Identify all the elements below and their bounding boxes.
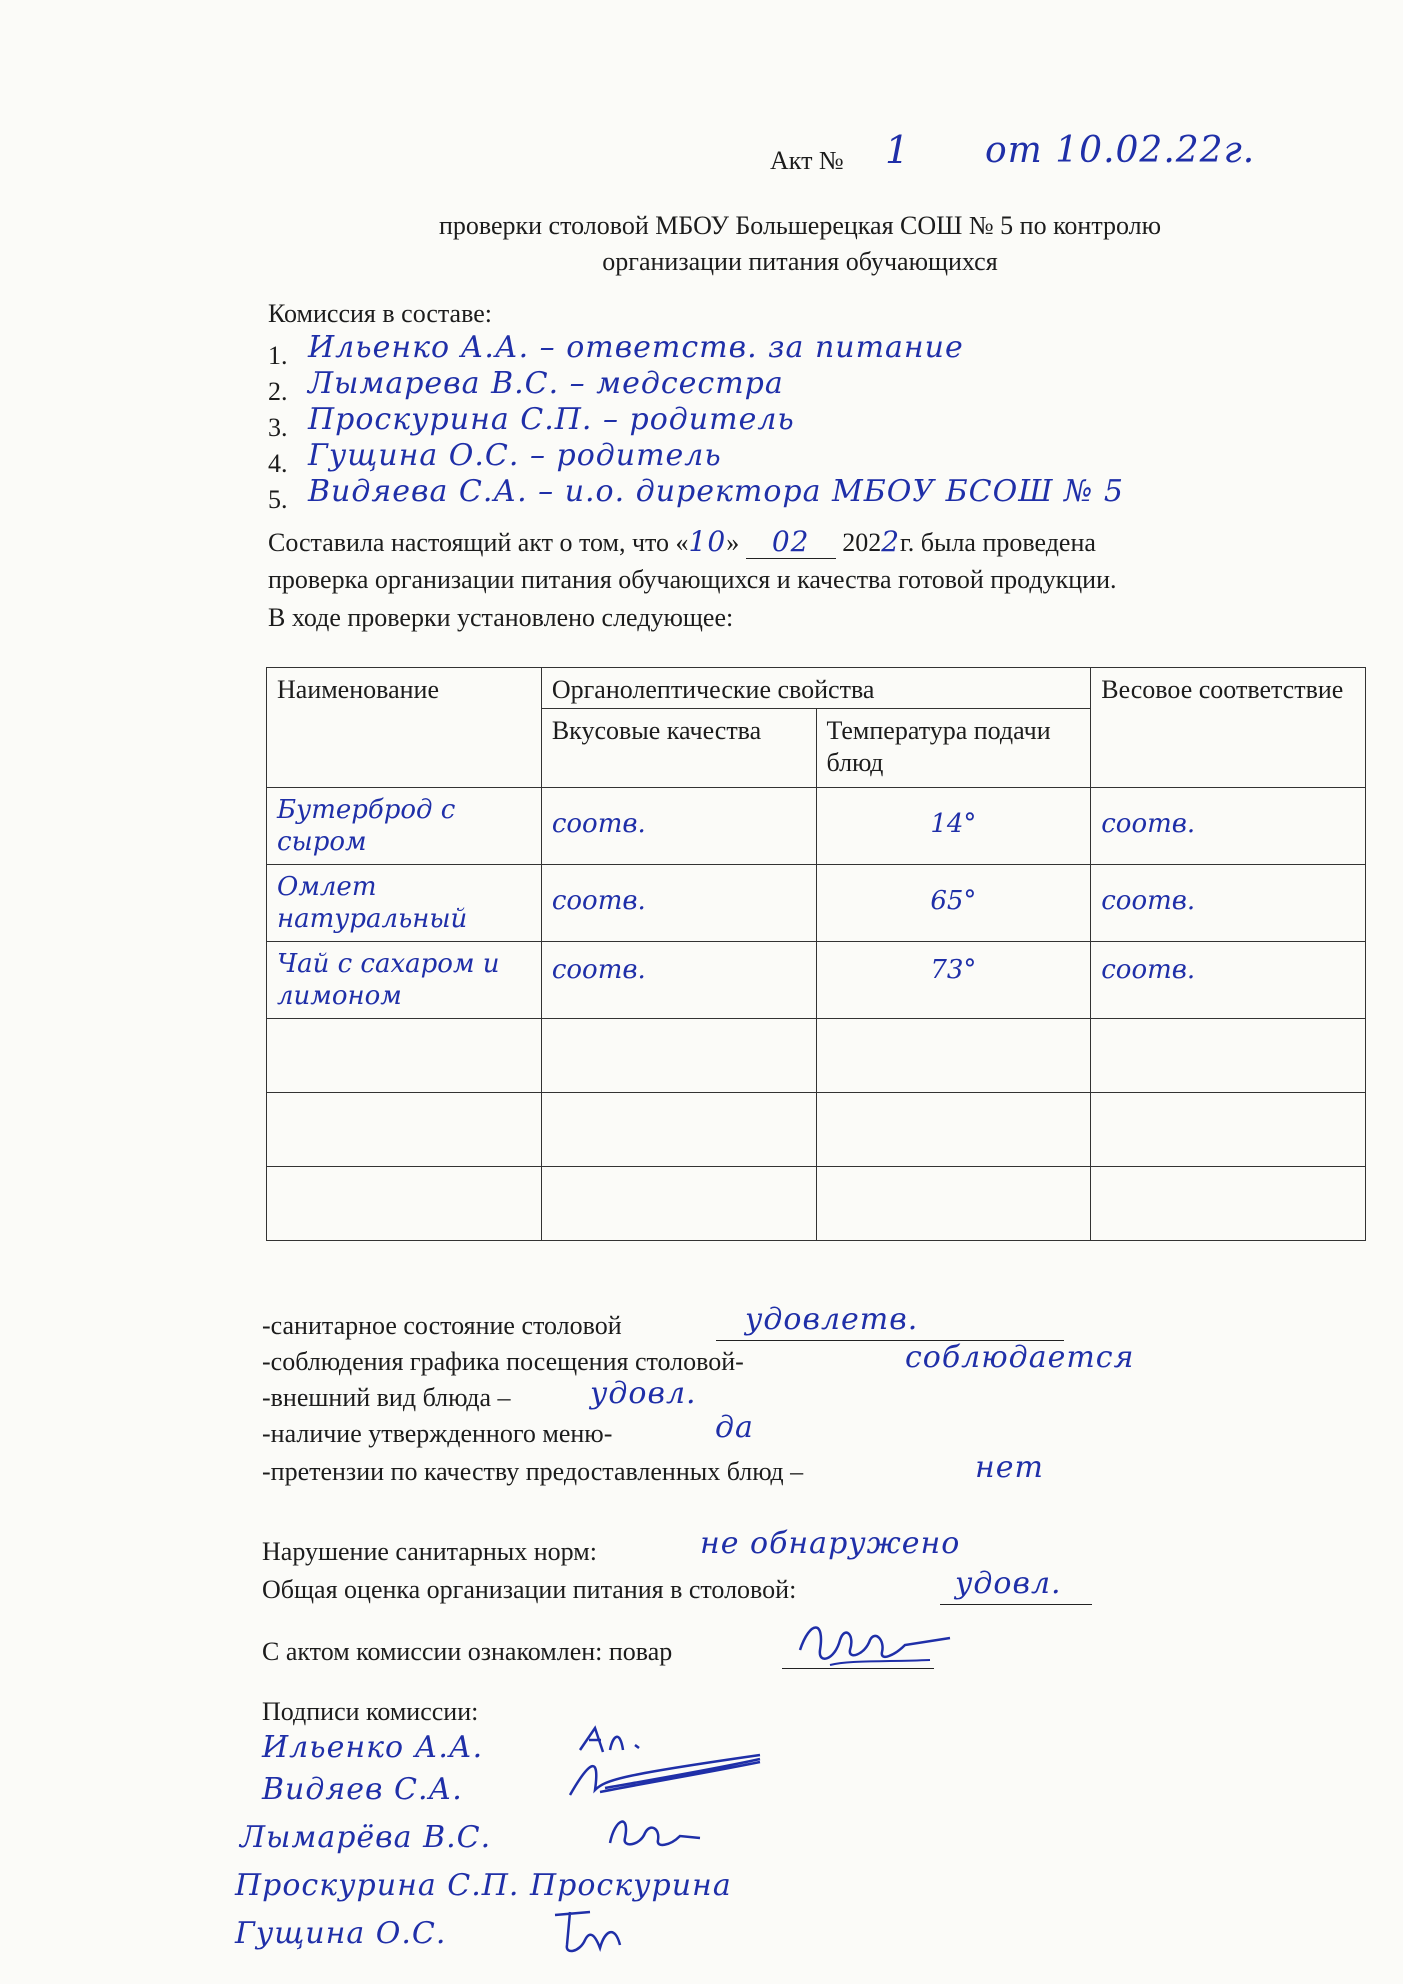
- finding-5-value: нет: [975, 1450, 1044, 1485]
- row-1-temperature: 14°: [816, 788, 1091, 865]
- finding-3-label: -внешний вид блюда –: [262, 1383, 511, 1412]
- signature-name-5: Гущина О.С.: [235, 1916, 447, 1951]
- violations-label: Нарушение санитарных норм:: [262, 1537, 597, 1566]
- statement-month: 02: [746, 526, 836, 559]
- violations-value: не обнаружено: [700, 1526, 961, 1561]
- row-3-temperature: 73°: [816, 942, 1091, 1019]
- finding-3-value: удовл.: [590, 1376, 697, 1411]
- statement-line-1: [268, 526, 1096, 559]
- row-5-name: [267, 1093, 542, 1167]
- member-3-text: Проскурина С.П. – родитель: [308, 402, 795, 437]
- row-5-weight: [1091, 1093, 1366, 1167]
- signature-mark-3: [600, 1808, 710, 1858]
- statement-year-prefix: 202: [842, 528, 882, 557]
- overall-value: удовл.: [955, 1566, 1062, 1601]
- statement-after: г. была проведена: [900, 528, 1096, 557]
- row-3-taste: соотв.: [541, 942, 816, 1019]
- table-row: [267, 942, 1366, 1019]
- statement-line-3: В ходе проверки установлено следующее:: [268, 603, 734, 632]
- row-3-weight: соотв.: [1091, 942, 1366, 1019]
- header-weight: Весовое соответствие: [1091, 668, 1366, 788]
- member-3-num: 3.: [268, 413, 288, 442]
- statement-year-suffix: 2: [881, 525, 901, 558]
- header-name: Наименование: [267, 668, 542, 788]
- member-2-num: 2.: [268, 377, 288, 406]
- row-2-temperature: 65°: [816, 865, 1091, 942]
- row-4-temperature: [816, 1019, 1091, 1093]
- finding-5-label: -претензии по качеству предоставленных блюд –: [262, 1457, 804, 1486]
- finding-2-label: -соблюдения графика посещения столовой-: [262, 1347, 744, 1376]
- statement-day: 10: [688, 525, 727, 558]
- signature-name-1: Ильенко А.А.: [262, 1730, 484, 1765]
- finding-1-label: -санитарное состояние столовой: [262, 1311, 622, 1340]
- member-5-num: 5.: [268, 485, 288, 514]
- header-temperature: Температура подачи блюд: [816, 709, 1091, 788]
- table-row: [267, 1019, 1366, 1093]
- row-2-name: Омлет натуральный: [267, 865, 542, 942]
- row-5-taste: [541, 1093, 816, 1167]
- act-number: 1: [885, 128, 911, 172]
- header-taste: Вкусовые качества: [541, 709, 816, 788]
- header-organoleptic: Органолептические свойства: [541, 668, 1090, 709]
- inspection-table: [266, 667, 1366, 1241]
- signature-name-4: Проскурина С.П. Проскурина: [235, 1868, 732, 1903]
- acknowledged-label: С актом комиссии ознакомлен: повар: [262, 1637, 673, 1666]
- statement-before: Составила настоящий акт о том, что «: [268, 528, 689, 557]
- member-4-text: Гущина О.С. – родитель: [308, 438, 722, 473]
- table-row: [267, 1167, 1366, 1241]
- row-2-weight: соотв.: [1091, 865, 1366, 942]
- title-line-2: организации питания обучающихся: [602, 247, 998, 276]
- member-5-text: Видяева С.А. – и.о. директора МБОУ БСОШ № 5: [308, 474, 1124, 509]
- row-3-name: Чай с сахаром и лимоном: [267, 942, 542, 1019]
- row-6-taste: [541, 1167, 816, 1241]
- table-row: [267, 865, 1366, 942]
- member-4-num: 4.: [268, 449, 288, 478]
- member-1-num: 1.: [268, 341, 288, 370]
- statement-line-2: проверка организации питания обучающихся и качества готовой продукции.: [268, 565, 1117, 594]
- finding-4-value: да: [715, 1410, 754, 1445]
- title-line-1: проверки столовой МБОУ Большерецкая СОШ № 5 по контролю: [438, 211, 1162, 240]
- statement-mid: »: [726, 528, 740, 557]
- act-date: от 10.02.22г.: [985, 130, 1256, 171]
- row-6-weight: [1091, 1167, 1366, 1241]
- act-label: Акт №: [770, 146, 844, 175]
- signatures-label: Подписи комиссии:: [262, 1697, 479, 1726]
- member-2-text: Лымарева В.С. – медсестра: [308, 366, 784, 401]
- table-row: [267, 1093, 1366, 1167]
- row-1-taste: соотв.: [541, 788, 816, 865]
- row-6-temperature: [816, 1167, 1091, 1241]
- commission-label: Комиссия в составе:: [268, 299, 492, 328]
- signature-mark-2: [560, 1740, 770, 1810]
- overall-label: Общая оценка организации питания в столовой:: [262, 1575, 797, 1604]
- row-5-temperature: [816, 1093, 1091, 1167]
- finding-2-value: соблюдается: [905, 1340, 1135, 1375]
- cook-signature: [790, 1610, 960, 1680]
- row-2-taste: соотв.: [541, 865, 816, 942]
- signature-mark-5: [545, 1900, 635, 1960]
- table-row: [267, 788, 1366, 865]
- signature-name-2: Видяев С.А.: [262, 1772, 463, 1807]
- finding-4-label: -наличие утвержденного меню-: [262, 1419, 613, 1448]
- member-1-text: Ильенко А.А. – ответств. за питание: [308, 330, 964, 365]
- row-4-name: [267, 1019, 542, 1093]
- row-4-weight: [1091, 1019, 1366, 1093]
- row-1-name: Бутерброд с сыром: [267, 788, 542, 865]
- row-1-weight: соотв.: [1091, 788, 1366, 865]
- signature-name-3: Лымарёва В.С.: [240, 1820, 492, 1855]
- row-6-name: [267, 1167, 542, 1241]
- finding-1-value: удовлетв.: [745, 1302, 919, 1337]
- row-4-taste: [541, 1019, 816, 1093]
